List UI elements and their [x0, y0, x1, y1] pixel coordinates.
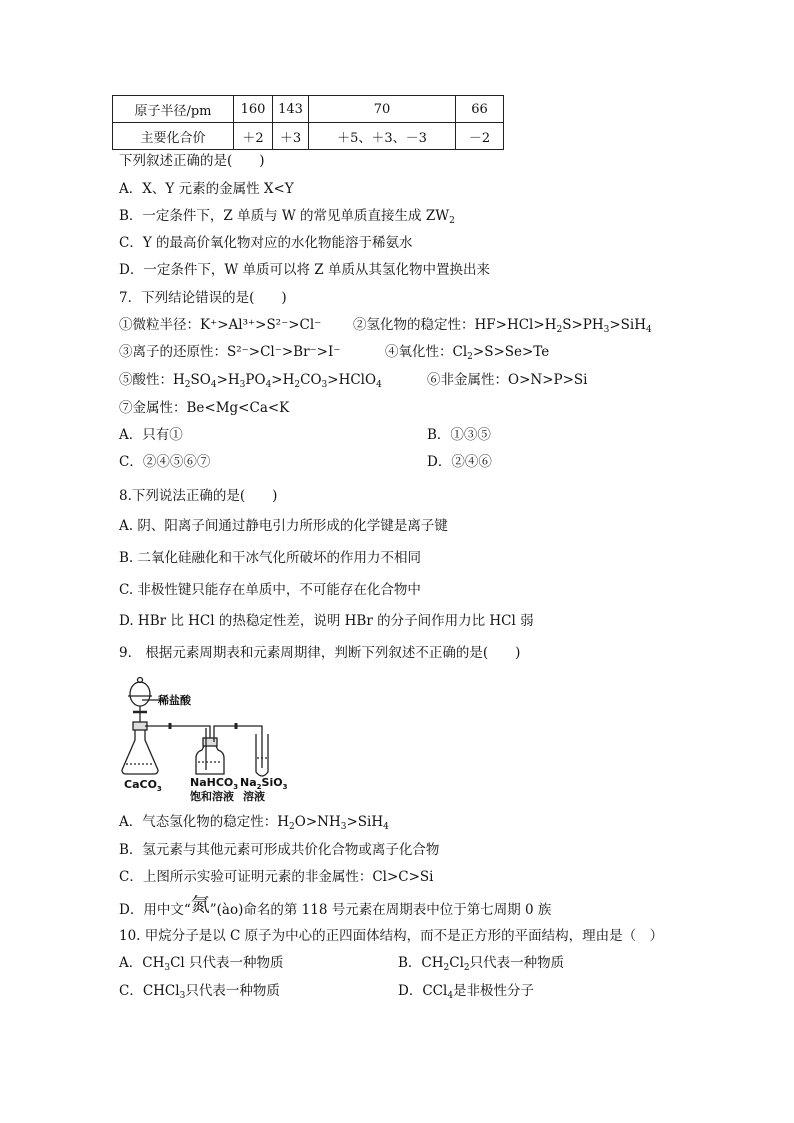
- table-cell: 160: [234, 96, 273, 123]
- subscript: 3: [321, 380, 328, 390]
- text: CO: [300, 372, 322, 388]
- subscript: 2: [449, 216, 455, 226]
- q8-option-c: C. 非极性键只能存在单质中，不可能存在化合物中: [119, 582, 421, 598]
- text: Cl: [449, 955, 464, 971]
- separatory-funnel: [130, 682, 150, 706]
- q9-option-c: C．上图所示实验可证明元素的非金属性：Cl>C>Si: [119, 869, 434, 885]
- delivery-tube: [214, 726, 262, 768]
- gas-washing-bottle: [196, 746, 224, 774]
- text: CaCO: [124, 778, 157, 791]
- text: D．用中文“: [119, 902, 191, 918]
- q7-item-6: ⑥非金属性：O>N>P>Si: [427, 372, 588, 388]
- subscript: 2: [467, 352, 473, 362]
- text: ”(ào)命名的第 118 号元素在周期表中位于第七周期 0 族: [209, 902, 552, 918]
- q10-option-c: [119, 982, 280, 1000]
- q7-stem: 7．下列结论错误的是( ): [119, 290, 287, 306]
- q8-option-d: D. HBr 比 HCl 的热稳定性差，说明 HBr 的分子间作用力比 HCl 弱: [119, 613, 534, 629]
- text: 只代表一种物质: [185, 983, 280, 999]
- text: >H: [216, 372, 240, 388]
- table-cell: ＋5、＋3、－3: [309, 123, 456, 150]
- subscript: 4: [383, 822, 389, 832]
- table-cell: 143: [273, 96, 309, 123]
- q7-item-1: ①微粒半径：K⁺>Al³⁺>S²⁻>Cl⁻: [119, 317, 322, 333]
- table-cell: －2: [456, 123, 504, 150]
- subscript: 2: [256, 783, 262, 791]
- subscript: 2: [294, 380, 301, 390]
- table-row: [113, 123, 504, 150]
- subscript: 4: [210, 380, 217, 390]
- flask-stopper: [133, 722, 147, 730]
- text: S>PH: [562, 317, 604, 333]
- q10-option-b: [398, 954, 564, 972]
- table-row: [113, 96, 504, 123]
- q7-option-a: A．只有①: [119, 427, 183, 443]
- table-cell: 主要化合价: [113, 123, 234, 150]
- subscript: 3: [239, 380, 246, 390]
- table-cell: 70: [309, 96, 456, 123]
- q7-item-3: ③离子的还原性：S²⁻>Cl⁻>Br⁻>I⁻: [119, 344, 341, 360]
- text: A．CH: [119, 955, 165, 971]
- subscript: 2: [556, 325, 563, 335]
- q6-option-b: [119, 207, 455, 225]
- q8-option-a: A. 阴、阳离子间通过静电引力所形成的化学键是离子键: [119, 518, 448, 534]
- text: ②氢化物的稳定性：HF>HCl>H: [353, 317, 557, 333]
- subscript: 2: [184, 380, 191, 390]
- q10-stem: 10. 甲烷分子是以 C 原子为中心的正四面体结构，而不是正方形的平面结构，理由是（ ）: [119, 928, 664, 944]
- subscript: 3: [164, 963, 171, 973]
- q8-option-b: B. 二氧化硅融化和干冰气化所破坏的作用力不相同: [119, 550, 422, 566]
- text: >S>Se>Te: [472, 344, 550, 360]
- experiment-apparatus: [118, 672, 318, 804]
- text: NaHCO: [190, 776, 234, 789]
- q7-option-c: C．②④⑤⑥⑦: [119, 454, 211, 470]
- table-cell: 原子半径/pm: [113, 96, 234, 123]
- conical-flask: [122, 730, 158, 774]
- q6-option-d: D．一定条件下，W 单质可以将 Z 单质从其氢化物中置换出来: [119, 262, 490, 278]
- acid-label: 稀盐酸: [158, 694, 191, 707]
- subscript: 3: [179, 991, 186, 1001]
- text: >SiH: [346, 814, 384, 830]
- q10-option-a: [119, 954, 284, 972]
- text: SO: [190, 372, 211, 388]
- text: Cl 只代表一种物质: [170, 955, 284, 971]
- text: ④氧化性：Cl: [385, 344, 468, 360]
- bottle2-label: [240, 776, 288, 791]
- text: ⑤酸性：H: [119, 372, 185, 388]
- q10-option-d: [398, 982, 534, 1000]
- q7-item-5: [119, 371, 382, 389]
- q9-option-b: B．氢元素与其他元素可形成共价化合物或离子化合物: [119, 842, 440, 858]
- q7-option-d: D．②④⑥: [427, 454, 492, 470]
- text: B．一定条件下，Z 单质与 W 的常见单质直接生成 ZW: [119, 208, 450, 224]
- subscript: 3: [233, 783, 239, 791]
- text: B．CH: [398, 955, 444, 971]
- q6-option-a: A．X、Y 元素的金属性 X<Y: [119, 181, 294, 197]
- q9-option-a: [119, 813, 389, 831]
- subscript: 3: [156, 785, 162, 793]
- subscript: 4: [265, 380, 272, 390]
- bottle-stopper: [203, 738, 217, 746]
- delivery-tube: [145, 726, 210, 742]
- subscript: 2: [463, 963, 470, 973]
- text: Na: [240, 776, 257, 789]
- text: D．CCl: [398, 983, 448, 999]
- table-cell: 66: [456, 96, 504, 123]
- q8-stem: 8.下列说法正确的是( ): [119, 488, 278, 504]
- q9-option-d: [119, 894, 552, 919]
- text: >SiH: [609, 317, 647, 333]
- q6-option-c: C．Y 的最高价氧化物对应的水化物能溶于稀氨水: [119, 235, 413, 251]
- bottle1-sublabel: 饱和溶液: [190, 790, 234, 803]
- text: 是非极性分子: [453, 983, 535, 999]
- flask-label: [124, 778, 162, 793]
- subscript: 3: [340, 822, 347, 832]
- text: >HClO: [327, 372, 377, 388]
- text: SiO: [261, 776, 283, 789]
- subscript: 4: [447, 991, 454, 1001]
- element-character: 氮: [190, 894, 210, 916]
- subscript: 2: [443, 963, 450, 973]
- table-cell: ＋3: [273, 123, 309, 150]
- text: >H: [271, 372, 295, 388]
- text: O>NH: [294, 814, 341, 830]
- text: 只代表一种物质: [469, 955, 565, 971]
- q7-item-7: ⑦金属性：Be<Mg<Ca<K: [119, 400, 290, 416]
- subscript: 4: [376, 380, 382, 390]
- subscript: 3: [603, 325, 610, 335]
- q7-item-2: [353, 316, 652, 334]
- text: C．CHCl: [119, 983, 180, 999]
- element-properties-table: [112, 95, 504, 150]
- subscript: 2: [289, 822, 295, 832]
- text: PO: [245, 372, 266, 388]
- q6-stem: 下列叙述正确的是( ): [119, 153, 265, 169]
- q7-item-4: [385, 343, 549, 361]
- text: A．气态氢化物的稳定性：H: [119, 814, 290, 830]
- subscript: 4: [646, 325, 652, 335]
- subscript: 3: [282, 783, 288, 791]
- bottle2-sublabel: 溶液: [243, 790, 265, 803]
- q7-option-b: B．①③⑤: [427, 427, 491, 443]
- table-cell: ＋2: [234, 123, 273, 150]
- q9-stem: 9． 根据元素周期表和元素周期律，判断下列叙述不正确的是( ): [119, 645, 521, 661]
- bottle1-label: [190, 776, 238, 791]
